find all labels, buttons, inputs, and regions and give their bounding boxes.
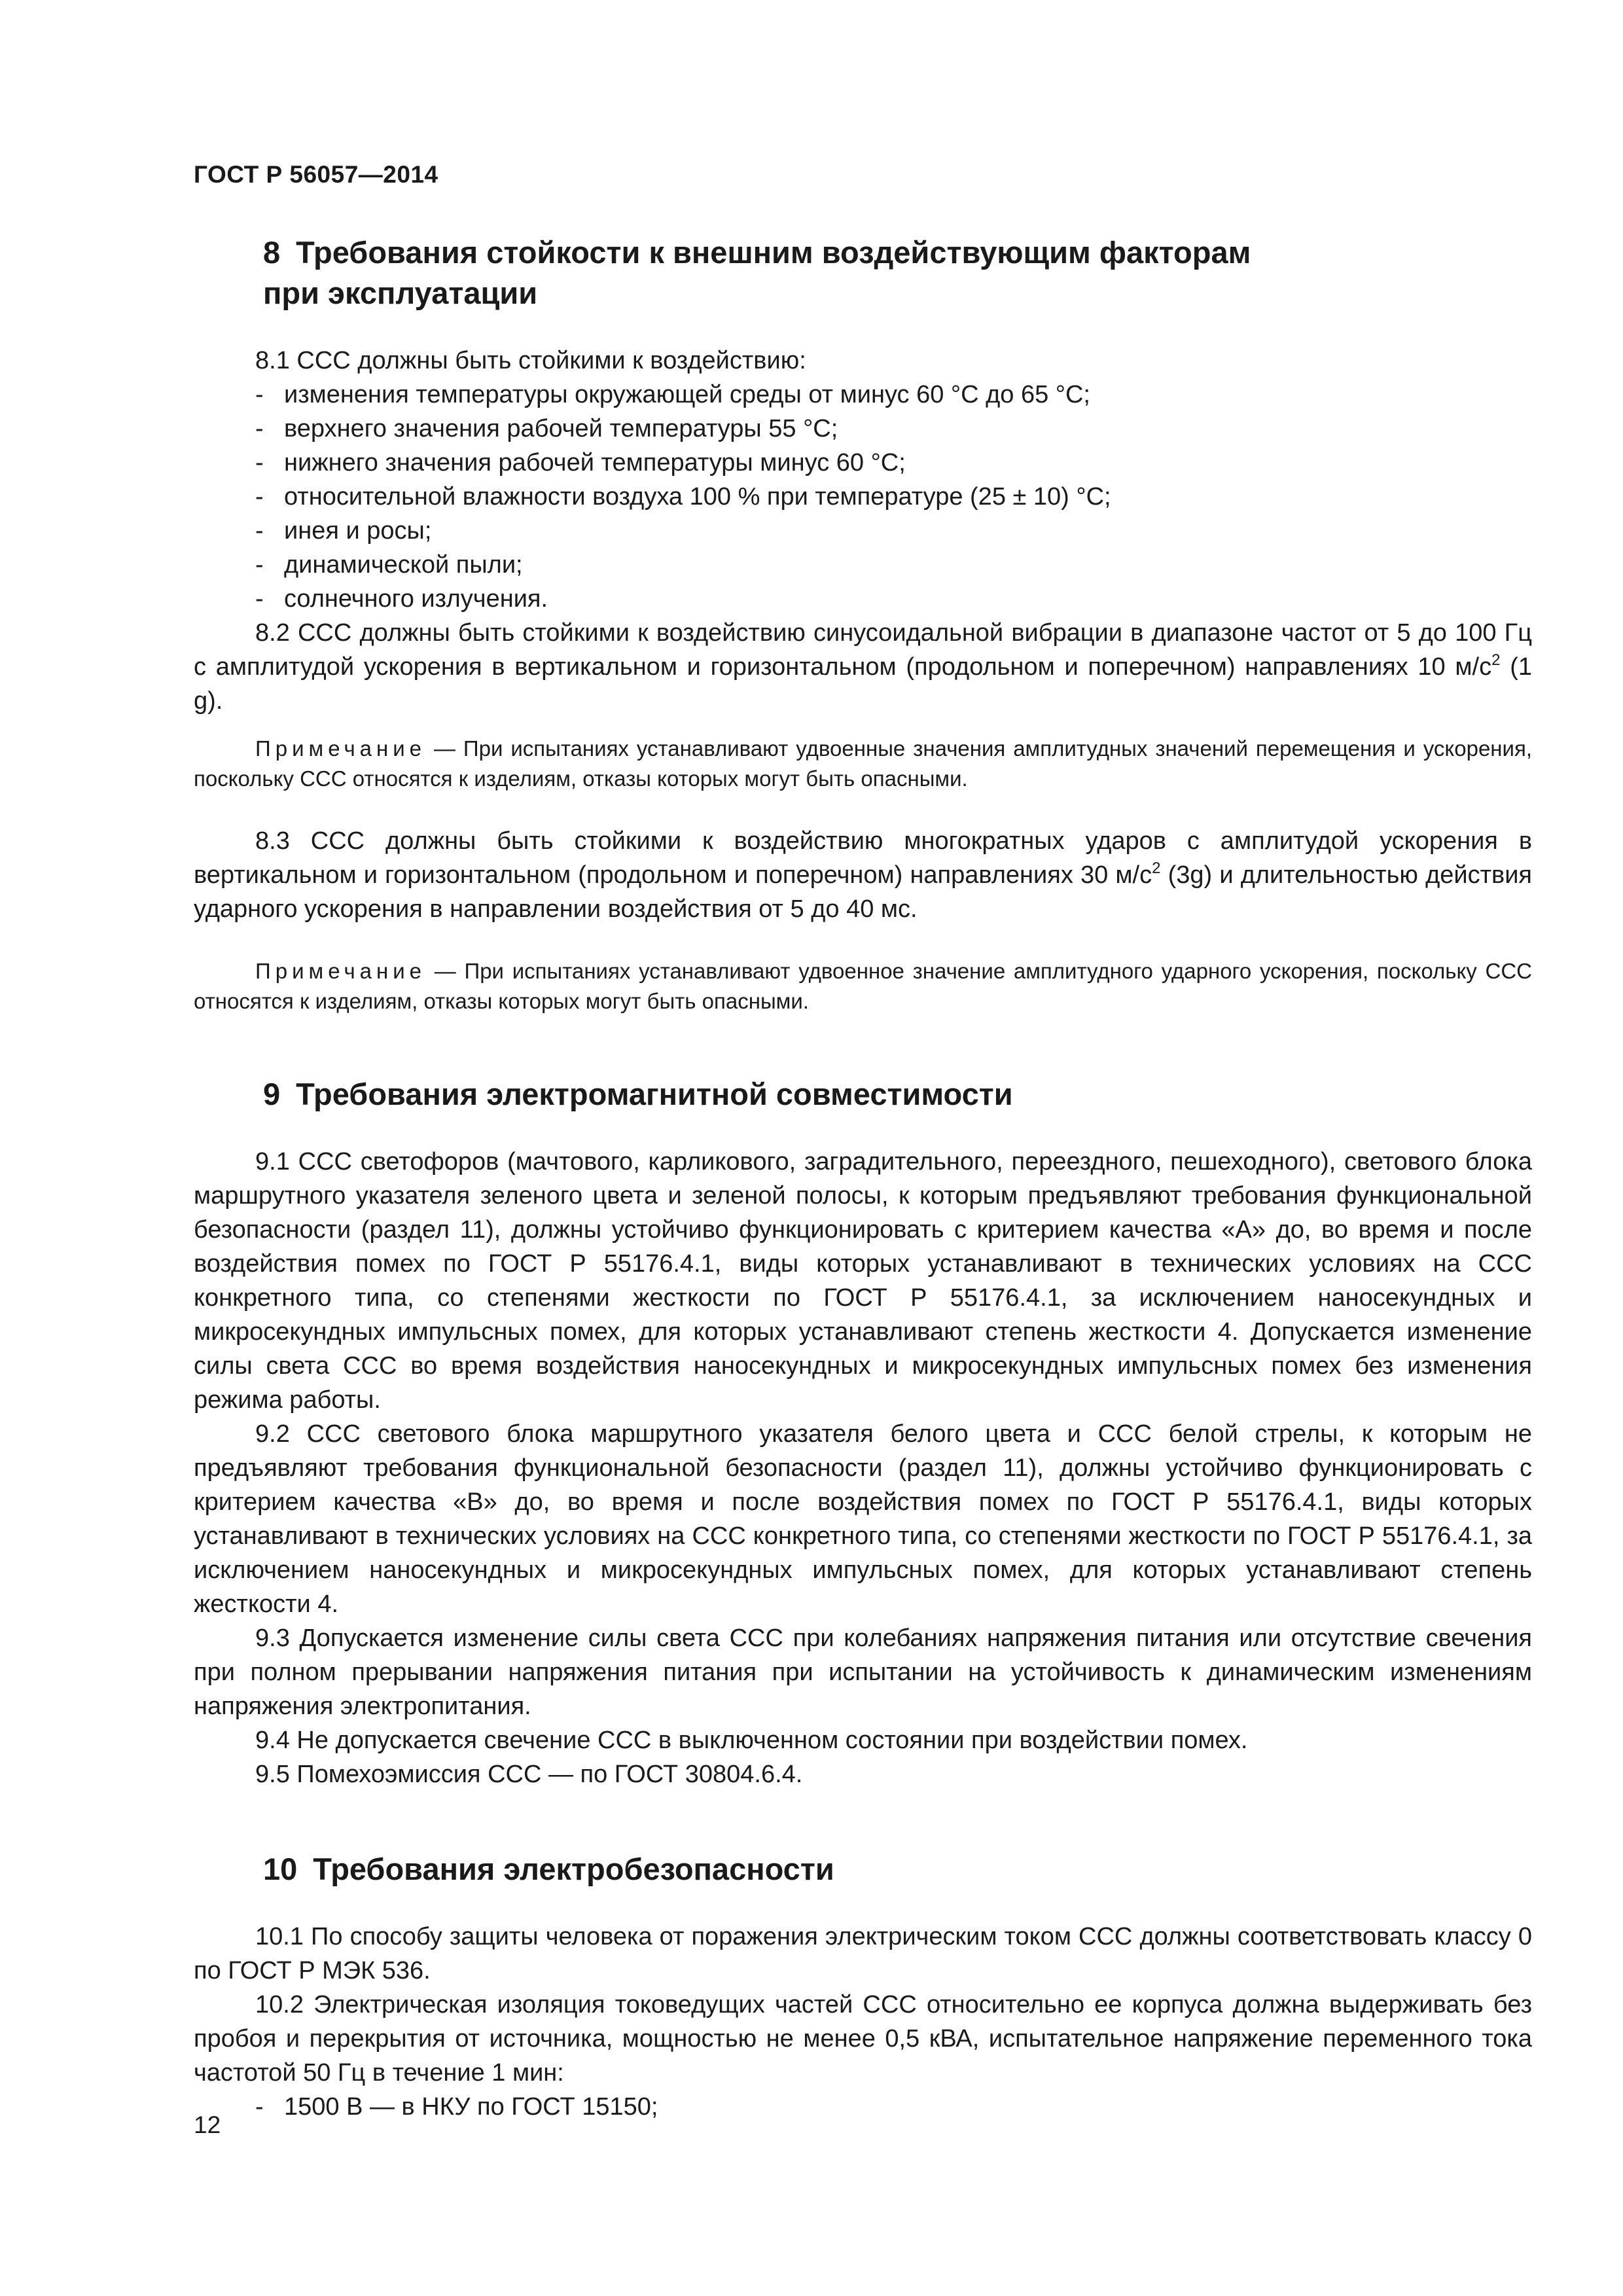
clause-10-2: 10.2 Электрическая изоляция токоведущих частей ССС относительно ее корпуса должна выдерживать без пробоя и перекрытия от источника, мощностью не менее 0,5 кВА, испытательное напряжение переменного тока частотой 50 Гц в течение 1 мин: — [194, 1991, 1532, 2087]
list-item: - относительной влажности воздуха 100 % при температуре (25 ± 10) °С; — [255, 483, 1111, 511]
note-label: Примечание — [255, 736, 427, 761]
clause-9-3: 9.3 Допускается изменение силы света ССС при колебаниях напряжения питания или отсутствие свечения при полном прерывании напряжения питания при испытании на устойчивость к динамическим изменениям напряжения электропитания. — [194, 1624, 1532, 1720]
section-number: 8 — [263, 235, 281, 270]
list-item: - изменения температуры окружающей среды от минус 60 °С до 65 °С; — [255, 381, 1090, 408]
list-item: - динамической пыли; — [255, 551, 523, 579]
list-item: - 1500 В — в НКУ по ГОСТ 15150; — [255, 2093, 658, 2121]
clause-9-4: 9.4 Не допускается свечение ССС в выключенном состоянии при воздействии помех. — [255, 1727, 1248, 1754]
page-content — [194, 232, 1532, 2124]
section-title-continued: при эксплуатации — [263, 276, 538, 310]
section-number: 10 — [263, 1852, 298, 1886]
section-title: Требования стойкости к внешним воздействующим факторам — [296, 235, 1251, 270]
list-item: - инея и росы; — [255, 517, 432, 545]
section-number: 9 — [263, 1077, 281, 1111]
clause-9-2: 9.2 ССС светового блока маршрутного указателя белого цвета и ССС белой стрелы, к которым не предъявляют требования функциональной безопасности (раздел 11), должны устойчиво функционировать с критерием качества «В» до, во время и после воздействия помех по ГОСТ Р 55176.4.1, виды которых устанавливают в технических условиях на ССС конкретного типа, со степенями жесткости по ГОСТ Р 55176.4.1, за исключением наносекундных и микросекундных импульсных помех, для которых устанавливают степень жесткости 4. — [194, 1420, 1532, 1618]
clause-8-3: 8.3 ССС должны быть стойкими к воздействию многократных ударов с амплитудой ускорения в вертикальном и горизонтальном (продольном и поперечном) направлениях 30 $м/с^2$ (3g) и длительностью действия ударного ускорения в направлении воздействия от 5 до 40 мс. — [194, 827, 1532, 923]
page-number: 12 — [194, 2111, 221, 2138]
clause-8-1: 8.1 ССС должны быть стойкими к воздействию: — [255, 347, 806, 374]
note-label: Примечание — [255, 959, 427, 983]
section-title: Требования электромагнитной совместимости — [296, 1077, 1013, 1111]
document-code: ГОСТ Р 56057—2014 — [194, 161, 438, 188]
section-9-heading — [263, 1074, 1532, 1115]
section-title: Требования электробезопасности — [313, 1852, 834, 1886]
note-1: Примечание — При испытаниях устанавливают удвоенные значения амплитудных значений перемещения и ускорения, поскольку ССС относятся к изделиям, отказы которых могут быть опасными. — [194, 736, 1532, 791]
clause-9-1: 9.1 ССС светофоров (мачтового, карликового, заградительного, переездного, пешеходного), светового блока маршрутного указателя зеленого цвета и зеленой полосы, к которым предъявляют требования функциональной безопасности (раздел 11), должны устойчиво функционировать с критерием качества «А» до, во время и после воздействия помех по ГОСТ Р 55176.4.1, виды которых устанавливают в технических условиях на ССС конкретного типа, со степенями жесткости по ГОСТ Р 55176.4.1, за исключением наносекундных и микросекундных импульсных помех, для которых устанавливают степень жесткости 4. Допускается изменение силы света ССС во время воздействия наносекундных и микросекундных импульсных помех без изменения режима работы. — [194, 1148, 1532, 1414]
clause-8-2: 8.2 ССС должны быть стойкими к воздействию синусоидальной вибрации в диапазоне частот от 5 до 100 Гц с амплитудой ускорения в вертикальном и горизонтальном (продольном и поперечном) направлениях 10 $м/с^2$ (1 g). — [194, 619, 1532, 715]
section-8-heading — [263, 232, 1532, 314]
list-item: - нижнего значения рабочей температуры минус 60 °С; — [255, 449, 906, 476]
section-10-heading — [263, 1849, 1532, 1890]
list-item: - верхнего значения рабочей температуры 55 °С; — [255, 415, 838, 442]
clause-10-1: 10.1 По способу защиты человека от поражения электрическим током ССС должны соответствовать классу 0 по ГОСТ Р МЭК 536. — [194, 1923, 1532, 1984]
list-item: - солнечного излучения. — [255, 585, 548, 613]
clause-9-5: 9.5 Помехоэмиссия ССС — по ГОСТ 30804.6.4. — [255, 1761, 803, 1788]
note-2: Примечание — При испытаниях устанавливают удвоенное значение амплитудного ударного ускорения, поскольку ССС относятся к изделиям, отказы которых могут быть опасными. — [194, 959, 1532, 1013]
